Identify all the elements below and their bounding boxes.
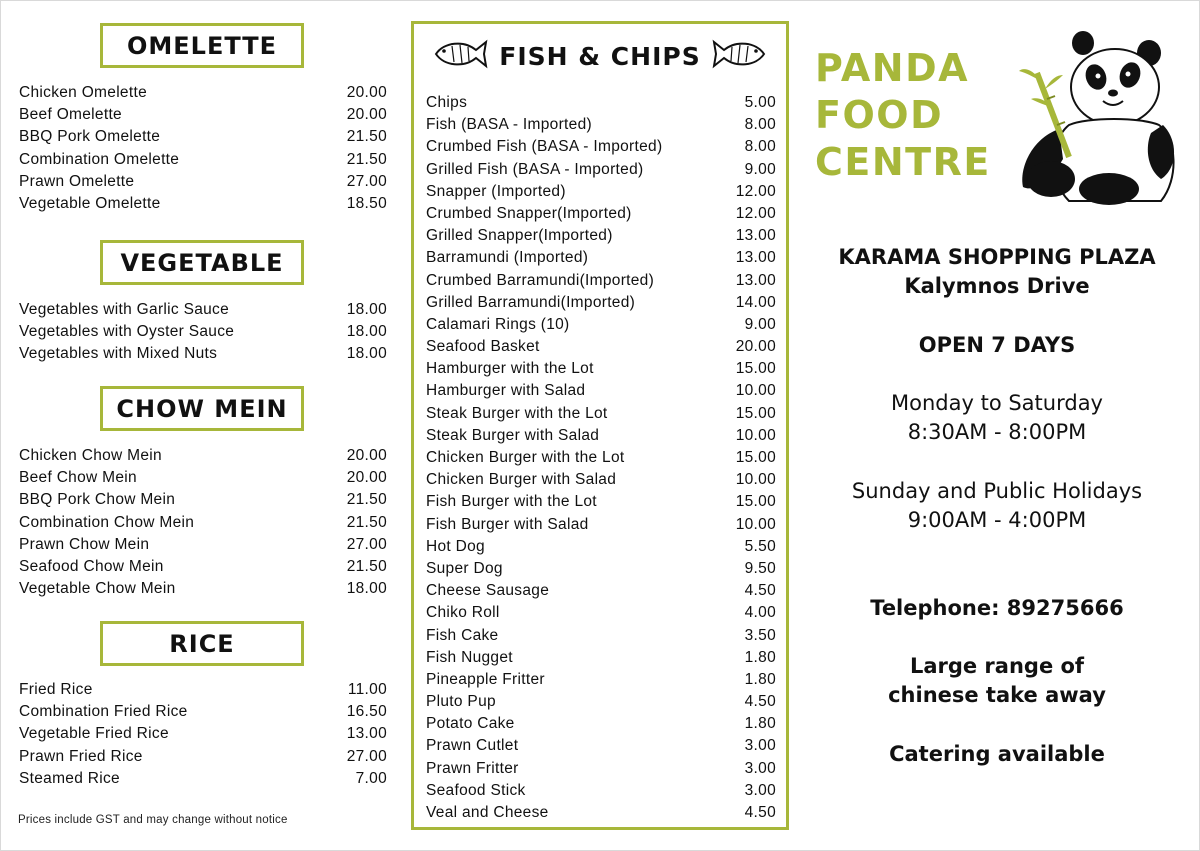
menu-item-name: Prawn Omelette [19,172,135,190]
chow-mein-heading: CHOW MEIN [100,386,304,431]
menu-item [426,669,776,691]
menu-item-name: Grilled Barramundi(Imported) [426,293,636,311]
menu-item-name: Seafood Chow Mein [19,557,164,575]
menu-item-price: 18.00 [346,345,387,363]
menu-item [426,691,776,713]
menu-item-name: Vegetable Fried Rice [19,725,169,743]
menu-item-price: 8.00 [744,138,776,156]
menu-item [426,802,776,824]
menu-item-price: 11.00 [347,681,387,698]
menu-item [426,225,776,247]
menu-item-name: Prawn Cutlet [426,737,519,755]
fish-chips-box [411,21,789,830]
menu-item [426,780,776,802]
menu-item [19,299,387,321]
menu-item-price: 5.00 [744,94,776,111]
menu-item [426,580,776,602]
location-block [811,243,1183,301]
panda-icon [1011,29,1176,209]
menu-item-price: 7.00 [355,769,387,787]
menu-item [19,578,387,600]
menu-item [426,358,776,380]
brand-line: FOOD [815,93,944,137]
menu-item [19,512,387,534]
menu-item-price: 16.50 [346,703,387,721]
menu-item-name: Potato Cake [426,715,515,733]
menu-item-price: 27.00 [346,172,387,190]
chow-mein-list [19,445,387,600]
rice-list [19,679,387,790]
menu-item [426,469,776,491]
menu-item-name: Pluto Pup [426,693,496,711]
menu-item-price: 4.50 [744,582,776,600]
menu-item-price: 3.00 [744,781,776,799]
menu-item-name: Veal and Cheese [426,804,549,821]
menu-item [426,270,776,292]
menu-item-price: 4.50 [744,693,776,711]
menu-item [19,343,387,365]
menu-item [19,445,387,467]
omelette-list [19,82,387,215]
sunday-label: Sunday and Public Holidays [851,479,1143,503]
menu-item [426,92,776,114]
menu-item [19,193,387,215]
menu-item [19,534,387,556]
location-line-2: Kalymnos Drive [904,274,1090,298]
menu-item [426,403,776,425]
menu-item-price: 15.00 [735,449,776,466]
menu-item [426,247,776,269]
menu-item [426,114,776,136]
menu-item [426,602,776,624]
range-block [811,652,1183,710]
menu-item-name: Fish Burger with Salad [426,515,589,533]
menu-item-name: Fried Rice [19,681,93,698]
menu-item-price: 20.00 [735,338,776,356]
fish-chips-list [426,92,776,824]
vegetable-list [19,299,387,366]
menu-item-name: Grilled Fish (BASA - Imported) [426,160,644,178]
menu-item-name: Steamed Rice [19,769,120,787]
menu-item [19,768,387,790]
menu-item [426,314,776,336]
menu-item-price: 27.00 [346,747,387,765]
menu-item-name: Fish Cake [426,626,499,644]
menu-item-price: 12.00 [735,204,776,222]
menu-item-price: 10.00 [735,471,776,489]
menu-item [19,104,387,126]
menu-item [19,82,387,104]
menu-item-price: 10.00 [735,426,776,444]
brand-title [815,45,991,186]
menu-item-name: Grilled Snapper(Imported) [426,227,613,245]
brand-line: CENTRE [815,140,991,184]
fish-chips-heading: FISH & CHIPS [499,41,701,71]
menu-item-name: Vegetables with Mixed Nuts [19,345,218,363]
rice-heading: RICE [100,621,304,666]
menu-item-name: Crumbed Fish (BASA - Imported) [426,138,663,156]
menu-item-price: 8.00 [744,116,776,134]
menu-item [19,679,387,701]
menu-item-name: Seafood Stick [426,781,526,799]
menu-item [426,713,776,735]
menu-item-name: Vegetables with Garlic Sauce [19,301,230,318]
menu-item-name: Calamari Rings (10) [426,315,570,333]
menu-item-price: 21.50 [346,491,387,509]
open-days: OPEN 7 DAYS [918,333,1076,357]
menu-item-price: 13.00 [735,227,776,245]
menu-item-name: Beef Chow Mein [19,469,137,487]
menu-item-price: 1.80 [744,648,776,666]
catering: Catering available [889,742,1105,766]
range-line-1: Large range of [909,654,1085,678]
menu-item-price: 10.00 [735,382,776,400]
menu-item-name: Chiko Roll [426,604,500,622]
menu-item-price: 14.00 [735,293,776,311]
menu-item-price: 18.50 [346,194,387,212]
price-note: Prices include GST and may change without notice [18,814,288,826]
menu-item-price: 13.00 [735,271,776,289]
menu-item [426,336,776,358]
menu-item-price: 20.00 [346,447,387,464]
fish-icon [712,36,770,72]
menu-item-name: Crumbed Snapper(Imported) [426,204,632,222]
menu-item [19,701,387,723]
menu-item [426,447,776,469]
menu-item-price: 20.00 [346,106,387,124]
menu-item-name: Vegetable Omelette [19,194,161,212]
menu-item [19,171,387,193]
menu-item-name: Vegetables with Oyster Sauce [19,323,235,341]
menu-item-price: 12.00 [735,182,776,200]
menu-item-price: 18.00 [346,301,387,318]
menu-item-name: Prawn Chow Mein [19,535,150,553]
menu-item-name: Prawn Fritter [426,759,519,777]
menu-item [426,136,776,158]
range-line-2: chinese take away [888,683,1106,707]
menu-item-name: Beef Omelette [19,106,122,124]
menu-item-name: Hot Dog [426,537,485,555]
menu-item-name: Combination Fried Rice [19,703,188,721]
menu-item-name: Fish Burger with the Lot [426,493,597,511]
menu-item-name: Fish Nugget [426,648,513,666]
menu-item-price: 20.00 [346,469,387,487]
menu-item-price: 3.50 [744,626,776,644]
sunday-hours: 9:00AM - 4:00PM [907,508,1087,532]
weekday-hours: 8:30AM - 8:00PM [907,420,1087,444]
menu-item [426,536,776,558]
menu-item-price: 27.00 [346,535,387,553]
menu-item [426,735,776,757]
menu-item-price: 18.00 [346,580,387,598]
menu-item-name: Combination Omelette [19,150,180,168]
left-column [1,1,401,851]
menu-item-price: 3.00 [744,737,776,755]
menu-item-name: Chips [426,94,468,111]
menu-item-price: 15.00 [735,404,776,422]
menu-item-price: 5.50 [744,537,776,555]
menu-item [19,723,387,745]
menu-item-name: Super Dog [426,559,503,577]
menu-item-price: 20.00 [346,84,387,101]
menu-item [19,321,387,343]
sunday-hours-block [811,477,1183,535]
telephone: Telephone: 89275666 [870,596,1124,620]
menu-item-name: Hamburger with Salad [426,382,586,400]
brand-line: PANDA [815,46,970,90]
weekday-label: Monday to Saturday [891,391,1103,415]
menu-item-price: 21.50 [346,128,387,146]
omelette-heading: OMELETTE [100,23,304,68]
menu-item-name: BBQ Pork Chow Mein [19,491,176,509]
menu-item-name: Barramundi (Imported) [426,249,589,267]
menu-item-price: 15.00 [735,493,776,511]
menu-item-name: Snapper (Imported) [426,182,566,200]
menu-item-price: 18.00 [346,323,387,341]
menu-item-name: Chicken Burger with the Lot [426,449,625,466]
menu-item [426,625,776,647]
menu-item [19,467,387,489]
menu-item [19,149,387,171]
menu-item-name: Chicken Burger with Salad [426,471,617,489]
weekday-hours-block [811,389,1183,447]
menu-item [426,758,776,780]
menu-item [426,491,776,513]
menu-item [19,556,387,578]
menu-item-name: Chicken Omelette [19,84,147,101]
menu-item-name: Steak Burger with the Lot [426,404,608,422]
menu-item-price: 10.00 [735,515,776,533]
menu-item-price: 4.00 [744,604,776,622]
menu-item-price: 4.50 [744,804,776,821]
menu-item [426,380,776,402]
menu-item [426,159,776,181]
menu-item-price: 1.80 [744,715,776,733]
menu-item-price: 21.50 [346,150,387,168]
menu-item [426,514,776,536]
menu-item [426,558,776,580]
menu-item-price: 15.00 [735,360,776,378]
menu-item [19,489,387,511]
menu-item-price: 13.00 [346,725,387,743]
menu-item [426,181,776,203]
menu-item-name: Combination Chow Mein [19,513,195,531]
menu-item [19,126,387,148]
menu-item-price: 13.00 [735,249,776,267]
menu-item [426,292,776,314]
menu-item-name: Vegetable Chow Mein [19,580,176,598]
menu-item-price: 1.80 [744,670,776,688]
menu-item-name: Seafood Basket [426,338,540,356]
menu-item-name: Pineapple Fritter [426,670,545,688]
menu-item [426,203,776,225]
menu-item-name: Hamburger with the Lot [426,360,594,378]
menu-item-price: 21.50 [346,513,387,531]
menu-item [426,425,776,447]
menu-item-name: Cheese Sausage [426,582,550,600]
menu-item-price: 3.00 [744,759,776,777]
menu-item-name: Chicken Chow Mein [19,447,162,464]
menu-item-price: 9.00 [744,315,776,333]
menu-item-price: 21.50 [346,557,387,575]
menu-item-name: Fish (BASA - Imported) [426,116,592,134]
menu-item-name: Prawn Fried Rice [19,747,143,765]
menu-item [19,746,387,768]
menu-item-name: BBQ Pork Omelette [19,128,161,146]
menu-item-price: 9.00 [744,160,776,178]
menu-item-price: 9.50 [744,559,776,577]
menu-item [426,647,776,669]
vegetable-heading: VEGETABLE [100,240,304,285]
menu-item-name: Steak Burger with Salad [426,426,600,444]
menu-item-name: Crumbed Barramundi(Imported) [426,271,655,289]
location-line-1: KARAMA SHOPPING PLAZA [838,245,1156,269]
